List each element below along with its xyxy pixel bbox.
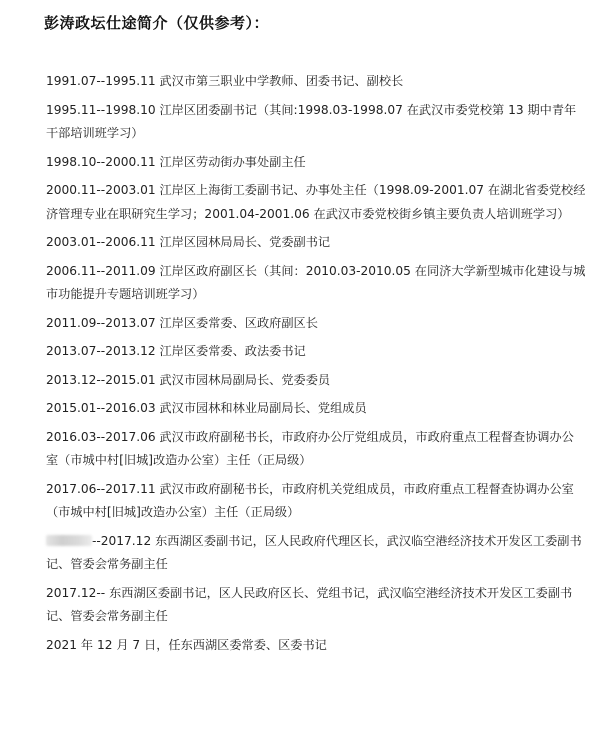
career-entry xyxy=(46,151,586,175)
entry-text: 1998.10--2000.11 江岸区劳动街办事处副主任 xyxy=(46,154,306,169)
career-entry xyxy=(46,99,586,146)
career-entry xyxy=(46,582,586,629)
entry-text: 2015.01--2016.03 武汉市园林和林业局副局长、党组成员 xyxy=(46,401,367,415)
entry-text: 2021 年 12 月 7 日，任东西湖区委常委、区委书记 xyxy=(46,637,327,652)
career-entry xyxy=(46,397,586,421)
entry-text: 1995.11--1998.10 江岸区团委副书记（其间:1998.03-1998.07 在武汉市委党校第 13 期中青年干部培训班学习） xyxy=(46,102,577,140)
entry-text: 2006.11--2011.09 江岸区政府副区长（其间：2010.03-2010.05 在同济大学新型城市化建设与城市功能提升专题培训班学习） xyxy=(46,263,586,301)
career-entry xyxy=(46,478,586,525)
document-title: 彭涛政坛仕途简介（仅供参考）： xyxy=(44,14,270,32)
entry-text: --2017.12 东西湖区委副书记，区人民政府代理区长，武汉临空港经济技术开发区工委副书记、管委会常务副主任 xyxy=(46,533,582,571)
career-entry xyxy=(46,340,586,364)
redacted-date-blur xyxy=(46,535,92,546)
career-entry xyxy=(46,369,586,393)
entry-text: 2011.09--2013.07 江岸区委常委、区政府副区长 xyxy=(46,315,318,330)
entry-text: 2017.12-- 东西湖区委副书记，区人民政府区长、党组书记，武汉临空港经济技术开发区工委副书记、管委会常务副主任 xyxy=(46,585,573,623)
career-entry-list xyxy=(46,70,586,662)
entry-text: 2000.11--2003.01 江岸区上海街工委副书记、办事处主任（1998.09-2001.07 在湖北省委党校经济管理专业在职研究生学习；2001.04-2001.06 在武汉市委党校街乡镇主要负责人培训班学习） xyxy=(46,183,586,221)
entry-text: 2003.01--2006.11 江岸区园林局局长、党委副书记 xyxy=(46,235,331,249)
career-entry xyxy=(46,312,586,336)
career-entry xyxy=(46,179,586,226)
career-entry xyxy=(46,530,586,577)
entry-text: 2016.03--2017.06 武汉市政府副秘书长，市政府办公厅党组成员，市政府重点工程督查协调办公室（市城中村[旧城]改造办公室）主任（正局级） xyxy=(46,429,574,467)
career-entry xyxy=(46,426,586,473)
entry-text: 2013.12--2015.01 武汉市园林局副局长、党委委员 xyxy=(46,372,331,387)
career-entry xyxy=(46,260,586,307)
career-entry xyxy=(46,231,586,255)
entry-text: 1991.07--1995.11 武汉市第三职业中学教师、团委书记、副校长 xyxy=(46,74,404,88)
entry-text: 2013.07--2013.12 江岸区委常委、政法委书记 xyxy=(46,344,306,358)
entry-text: 2017.06--2017.11 武汉市政府副秘书长，市政府机关党组成员，市政府重点工程督查协调办公室（市城中村[旧城]改造办公室）主任（正局级） xyxy=(46,481,574,519)
career-entry xyxy=(46,634,586,658)
career-entry xyxy=(46,70,586,94)
